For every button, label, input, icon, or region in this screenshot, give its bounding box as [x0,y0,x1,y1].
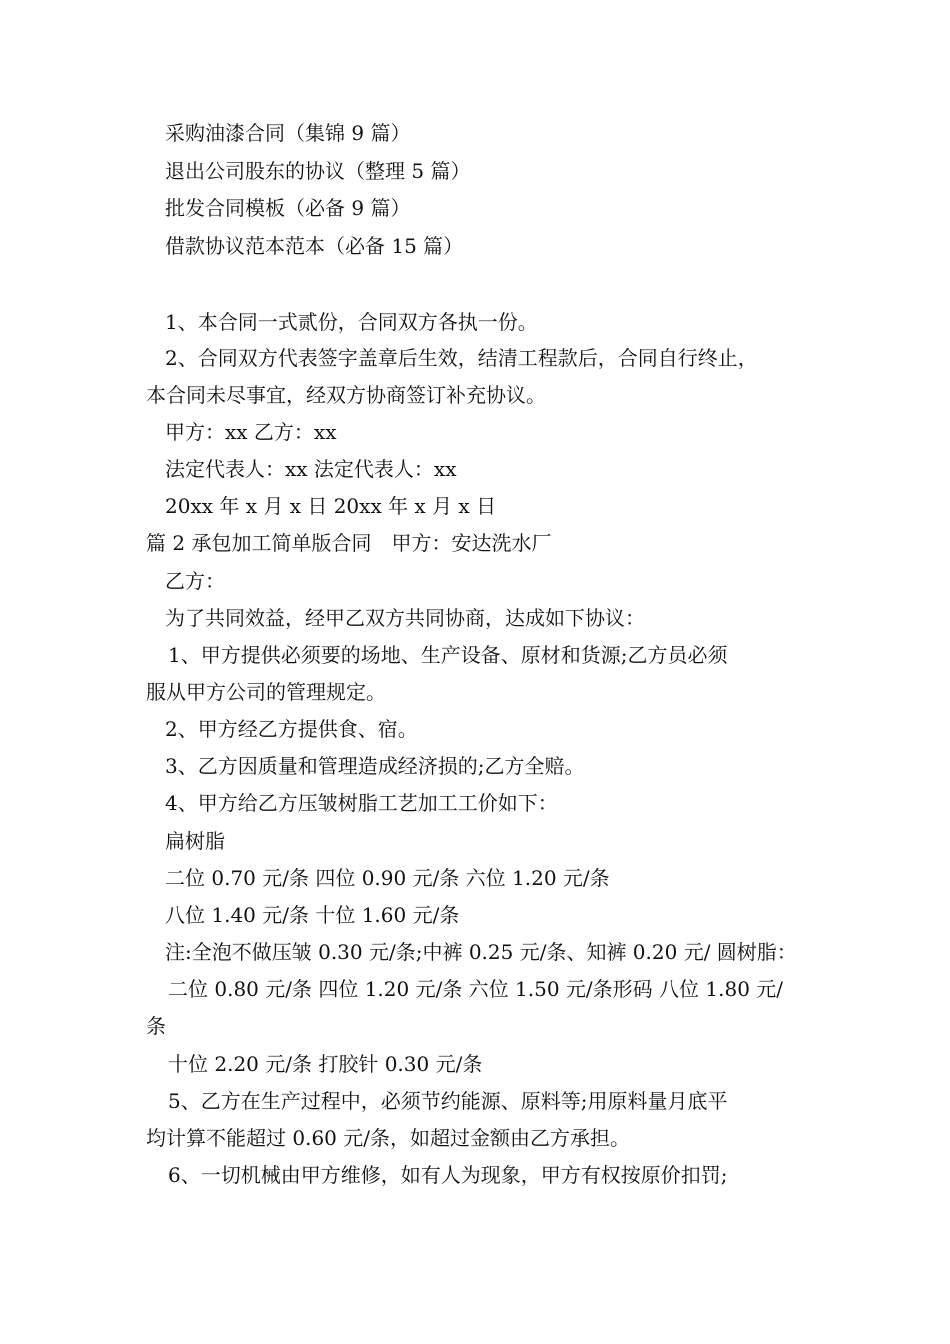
section-heading: 篇 2 承包加工简单版合同 甲方：安达洗水厂 [146,531,552,555]
party-line: 乙方： [165,569,225,593]
price-line: 二位 0.80 元/条 四位 1.20 元/条 六位 1.50 元/条形码 八位 1.80 元/ [168,977,784,1001]
paragraph-line: 3、乙方因质量和管理造成经济损的;乙方全赔。 [165,754,585,778]
paragraph-line: 4、甲方给乙方压皱树脂工艺加工工价如下： [165,791,558,815]
party-line: 甲方：xx 乙方：xx [165,420,337,444]
representative-line: 法定代表人：xx 法定代表人：xx [165,457,457,481]
related-link-2[interactable]: 退出公司股东的协议（整理 5 篇） [165,159,471,183]
paragraph-line: 5、乙方在生产过程中，必须节约能源、原料等;用原料量月底平 [168,1089,728,1113]
paragraph-line: 均计算不能超过 0.60 元/条，如超过金额由乙方承担。 [146,1126,630,1150]
paragraph-line: 1、本合同一式贰份，合同双方各执一份。 [165,310,538,334]
paragraph-line: 6、一切机械由甲方维修，如有人为现象，甲方有权按原价扣罚; [168,1163,728,1187]
paragraph-line: 服从甲方公司的管理规定。 [146,680,386,704]
price-category: 扁树脂 [165,829,225,853]
price-line: 十位 2.20 元/条 打胶针 0.30 元/条 [168,1052,483,1076]
price-line: 条 [146,1014,166,1038]
related-link-1[interactable]: 采购油漆合同（集锦 9 篇） [165,121,411,145]
paragraph-line: 为了共同效益，经甲乙双方共同协商，达成如下协议： [165,606,645,630]
paragraph-line: 2、合同双方代表签字盖章后生效，结清工程款后，合同自行终止， [165,346,758,370]
price-line: 八位 1.40 元/条 十位 1.60 元/条 [165,903,460,927]
related-link-4[interactable]: 借款协议范本范本（必备 15 篇） [165,234,464,258]
price-line: 二位 0.70 元/条 四位 0.90 元/条 六位 1.20 元/条 [165,866,610,890]
price-note: 注:全泡不做压皱 0.30 元/条;中裤 0.25 元/条、知裤 0.20 元/ 圆树脂： [165,940,797,964]
paragraph-line: 本合同未尽事宜，经双方协商签订补充协议。 [146,383,546,407]
paragraph-line: 1、甲方提供必须要的场地、生产设备、原材和货源;乙方员必须 [168,643,728,667]
related-link-3[interactable]: 批发合同模板（必备 9 篇） [165,196,411,220]
paragraph-line: 2、甲方经乙方提供食、宿。 [165,717,418,741]
date-line: 20xx 年 x 月 x 日 20xx 年 x 月 x 日 [165,494,497,518]
